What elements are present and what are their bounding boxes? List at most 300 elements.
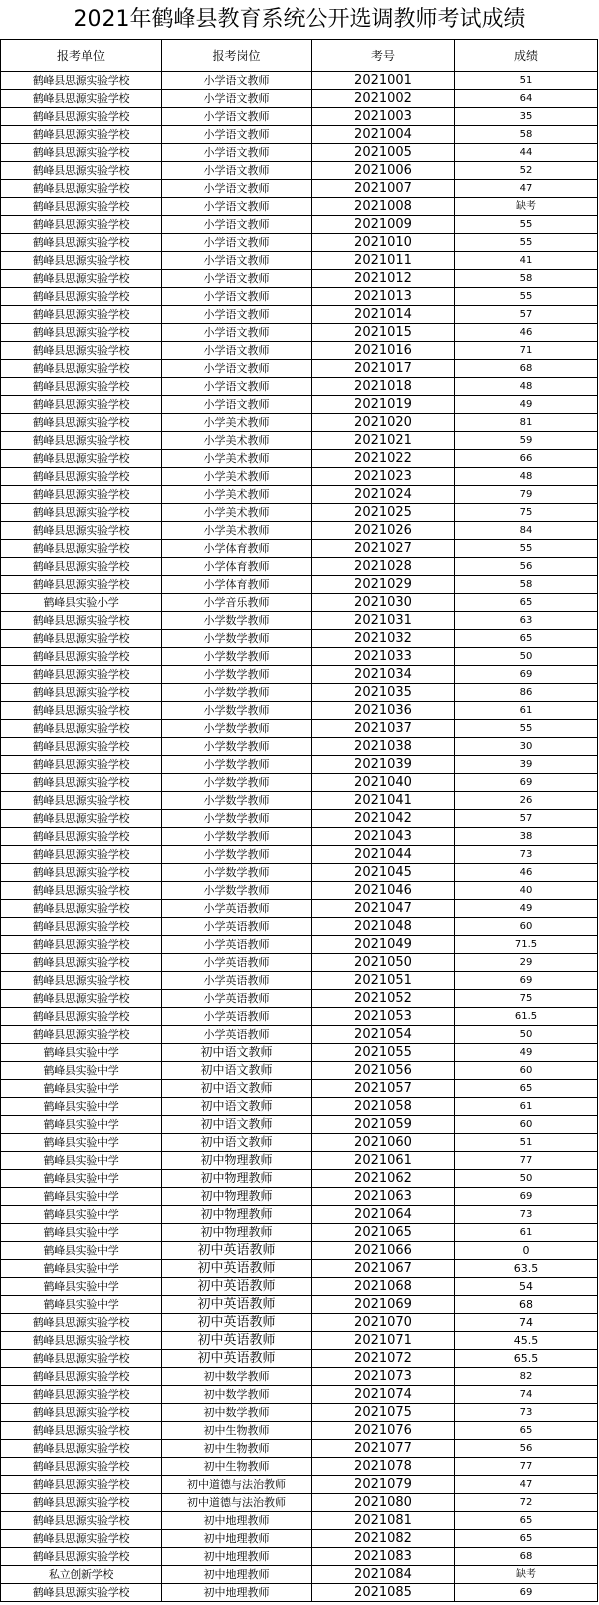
cell-exam-id: 2021082: [312, 1530, 455, 1548]
cell-unit: 鹤峰县实验中学: [1, 1170, 162, 1188]
table-row: [1, 486, 598, 504]
cell-exam-id: 2021022: [312, 450, 455, 468]
cell-exam-id: 2021024: [312, 486, 455, 504]
cell-exam-id: 2021062: [312, 1170, 455, 1188]
table-row: [1, 1008, 598, 1026]
table-row: [1, 1296, 598, 1314]
cell-score: 55: [455, 720, 598, 738]
cell-unit: 鹤峰县思源实验学校: [1, 378, 162, 396]
cell-score: 46: [455, 324, 598, 342]
cell-position: 小学语文教师: [162, 378, 312, 396]
cell-exam-id: 2021035: [312, 684, 455, 702]
cell-score: 58: [455, 576, 598, 594]
cell-exam-id: 2021013: [312, 288, 455, 306]
cell-unit: 鹤峰县思源实验学校: [1, 1548, 162, 1566]
table-row: [1, 972, 598, 990]
cell-position: 小学语文教师: [162, 396, 312, 414]
table-row: [1, 1422, 598, 1440]
cell-exam-id: 2021061: [312, 1152, 455, 1170]
header-position: 报考岗位: [162, 40, 312, 72]
cell-position: 初中英语教师: [162, 1260, 312, 1278]
table-row: [1, 1368, 598, 1386]
cell-score: 55: [455, 234, 598, 252]
table-row: [1, 738, 598, 756]
table-row: [1, 1458, 598, 1476]
cell-unit: 鹤峰县思源实验学校: [1, 1368, 162, 1386]
cell-exam-id: 2021050: [312, 954, 455, 972]
cell-score: 30: [455, 738, 598, 756]
cell-score: 65: [455, 1080, 598, 1098]
cell-score: 55: [455, 288, 598, 306]
cell-position: 小学体育教师: [162, 540, 312, 558]
cell-unit: 鹤峰县思源实验学校: [1, 216, 162, 234]
cell-unit: 鹤峰县思源实验学校: [1, 576, 162, 594]
table-row: [1, 522, 598, 540]
cell-position: 初中地理教师: [162, 1512, 312, 1530]
cell-position: 初中地理教师: [162, 1548, 312, 1566]
cell-score: 56: [455, 1440, 598, 1458]
cell-unit: 鹤峰县思源实验学校: [1, 972, 162, 990]
cell-unit: 鹤峰县实验中学: [1, 1188, 162, 1206]
table-row: [1, 306, 598, 324]
cell-unit: 鹤峰县思源实验学校: [1, 828, 162, 846]
cell-exam-id: 2021040: [312, 774, 455, 792]
cell-score: 47: [455, 1476, 598, 1494]
cell-position: 初中地理教师: [162, 1584, 312, 1602]
cell-position: 小学数学教师: [162, 792, 312, 810]
cell-unit: 鹤峰县实验中学: [1, 1296, 162, 1314]
cell-unit: 鹤峰县思源实验学校: [1, 792, 162, 810]
cell-score: 68: [455, 1296, 598, 1314]
cell-exam-id: 2021070: [312, 1314, 455, 1332]
cell-score: 40: [455, 882, 598, 900]
cell-exam-id: 2021053: [312, 1008, 455, 1026]
cell-exam-id: 2021080: [312, 1494, 455, 1512]
table-row: [1, 900, 598, 918]
cell-unit: 鹤峰县思源实验学校: [1, 864, 162, 882]
cell-score: 35: [455, 108, 598, 126]
cell-unit: 鹤峰县思源实验学校: [1, 414, 162, 432]
cell-exam-id: 2021036: [312, 702, 455, 720]
cell-exam-id: 2021039: [312, 756, 455, 774]
cell-score: 48: [455, 468, 598, 486]
table-row: [1, 1152, 598, 1170]
cell-exam-id: 2021047: [312, 900, 455, 918]
cell-exam-id: 2021003: [312, 108, 455, 126]
cell-position: 小学语文教师: [162, 270, 312, 288]
cell-score: 63: [455, 612, 598, 630]
table-row: [1, 1512, 598, 1530]
cell-unit: 鹤峰县思源实验学校: [1, 1584, 162, 1602]
cell-exam-id: 2021067: [312, 1260, 455, 1278]
cell-position: 初中物理教师: [162, 1188, 312, 1206]
cell-score: 69: [455, 972, 598, 990]
cell-position: 初中数学教师: [162, 1386, 312, 1404]
cell-exam-id: 2021048: [312, 918, 455, 936]
table-row: [1, 1188, 598, 1206]
cell-unit: 鹤峰县思源实验学校: [1, 810, 162, 828]
cell-unit: 鹤峰县思源实验学校: [1, 432, 162, 450]
cell-exam-id: 2021046: [312, 882, 455, 900]
table-row: [1, 1566, 598, 1584]
cell-unit: 鹤峰县思源实验学校: [1, 72, 162, 90]
cell-unit: 鹤峰县思源实验学校: [1, 1422, 162, 1440]
table-row: [1, 936, 598, 954]
cell-exam-id: 2021075: [312, 1404, 455, 1422]
cell-score: 64: [455, 90, 598, 108]
table-row: [1, 1260, 598, 1278]
cell-unit: 鹤峰县思源实验学校: [1, 252, 162, 270]
table-row: [1, 648, 598, 666]
cell-unit: 鹤峰县思源实验学校: [1, 612, 162, 630]
cell-exam-id: 2021011: [312, 252, 455, 270]
cell-position: 小学数学教师: [162, 828, 312, 846]
cell-score: 49: [455, 900, 598, 918]
cell-unit: 鹤峰县思源实验学校: [1, 450, 162, 468]
cell-exam-id: 2021073: [312, 1368, 455, 1386]
cell-exam-id: 2021004: [312, 126, 455, 144]
cell-unit: 鹤峰县思源实验学校: [1, 90, 162, 108]
cell-exam-id: 2021041: [312, 792, 455, 810]
cell-unit: 鹤峰县思源实验学校: [1, 738, 162, 756]
cell-position: 初中地理教师: [162, 1530, 312, 1548]
cell-score: 61.5: [455, 1008, 598, 1026]
cell-position: 初中英语教师: [162, 1278, 312, 1296]
cell-score: 57: [455, 306, 598, 324]
cell-score: 49: [455, 1044, 598, 1062]
table-row: [1, 1494, 598, 1512]
table-row: [1, 792, 598, 810]
cell-position: 初中语文教师: [162, 1116, 312, 1134]
cell-exam-id: 2021002: [312, 90, 455, 108]
cell-position: 小学美术教师: [162, 468, 312, 486]
cell-score: 65: [455, 1530, 598, 1548]
cell-position: 初中数学教师: [162, 1368, 312, 1386]
table-row: [1, 234, 598, 252]
cell-exam-id: 2021038: [312, 738, 455, 756]
cell-score: 51: [455, 1134, 598, 1152]
cell-position: 小学数学教师: [162, 666, 312, 684]
table-row: [1, 594, 598, 612]
cell-score: 41: [455, 252, 598, 270]
table-row: [1, 1170, 598, 1188]
table-row: [1, 1242, 598, 1260]
cell-exam-id: 2021033: [312, 648, 455, 666]
cell-unit: 鹤峰县思源实验学校: [1, 846, 162, 864]
cell-score: 66: [455, 450, 598, 468]
cell-unit: 鹤峰县实验中学: [1, 1260, 162, 1278]
cell-unit: 鹤峰县思源实验学校: [1, 396, 162, 414]
cell-exam-id: 2021015: [312, 324, 455, 342]
cell-unit: 鹤峰县思源实验学校: [1, 558, 162, 576]
cell-position: 初中英语教师: [162, 1350, 312, 1368]
table-row: [1, 378, 598, 396]
cell-unit: 鹤峰县思源实验学校: [1, 990, 162, 1008]
table-row: [1, 1224, 598, 1242]
cell-score: 56: [455, 558, 598, 576]
cell-exam-id: 2021030: [312, 594, 455, 612]
cell-score: 50: [455, 1026, 598, 1044]
table-row: [1, 990, 598, 1008]
table-row: [1, 468, 598, 486]
cell-position: 小学体育教师: [162, 576, 312, 594]
cell-position: 小学美术教师: [162, 504, 312, 522]
table-row: [1, 1062, 598, 1080]
cell-score: 38: [455, 828, 598, 846]
cell-position: 小学数学教师: [162, 774, 312, 792]
table-row: [1, 90, 598, 108]
cell-score: 52: [455, 162, 598, 180]
cell-score: 26: [455, 792, 598, 810]
cell-score: 59: [455, 432, 598, 450]
cell-position: 小学数学教师: [162, 684, 312, 702]
cell-position: 初中语文教师: [162, 1098, 312, 1116]
cell-position: 初中语文教师: [162, 1134, 312, 1152]
cell-position: 初中物理教师: [162, 1170, 312, 1188]
cell-unit: 鹤峰县思源实验学校: [1, 180, 162, 198]
table-row: [1, 954, 598, 972]
cell-position: 小学数学教师: [162, 810, 312, 828]
cell-exam-id: 2021071: [312, 1332, 455, 1350]
cell-unit: 鹤峰县思源实验学校: [1, 522, 162, 540]
table-row: [1, 1098, 598, 1116]
cell-position: 小学语文教师: [162, 252, 312, 270]
cell-exam-id: 2021019: [312, 396, 455, 414]
cell-exam-id: 2021029: [312, 576, 455, 594]
cell-position: 小学英语教师: [162, 1008, 312, 1026]
cell-unit: 鹤峰县思源实验学校: [1, 306, 162, 324]
table-row: [1, 342, 598, 360]
cell-exam-id: 2021052: [312, 990, 455, 1008]
table-row: [1, 324, 598, 342]
cell-score: 61: [455, 1224, 598, 1242]
cell-position: 小学英语教师: [162, 900, 312, 918]
cell-score: 29: [455, 954, 598, 972]
cell-unit: 鹤峰县思源实验学校: [1, 1476, 162, 1494]
cell-exam-id: 2021037: [312, 720, 455, 738]
cell-position: 小学数学教师: [162, 648, 312, 666]
table-row: [1, 1386, 598, 1404]
table-row: [1, 1134, 598, 1152]
cell-score: 57: [455, 810, 598, 828]
cell-exam-id: 2021027: [312, 540, 455, 558]
table-row: [1, 702, 598, 720]
cell-score: 86: [455, 684, 598, 702]
cell-unit: 鹤峰县思源实验学校: [1, 234, 162, 252]
cell-exam-id: 2021051: [312, 972, 455, 990]
cell-score: 68: [455, 360, 598, 378]
cell-position: 小学语文教师: [162, 360, 312, 378]
cell-position: 小学语文教师: [162, 144, 312, 162]
table-row: [1, 720, 598, 738]
cell-position: 初中物理教师: [162, 1206, 312, 1224]
cell-unit: 鹤峰县思源实验学校: [1, 468, 162, 486]
cell-position: 初中生物教师: [162, 1440, 312, 1458]
cell-score: 74: [455, 1386, 598, 1404]
cell-unit: 鹤峰县思源实验学校: [1, 486, 162, 504]
cell-unit: 鹤峰县实验中学: [1, 1242, 162, 1260]
cell-unit: 鹤峰县思源实验学校: [1, 504, 162, 522]
cell-position: 小学语文教师: [162, 180, 312, 198]
cell-exam-id: 2021058: [312, 1098, 455, 1116]
cell-exam-id: 2021016: [312, 342, 455, 360]
cell-exam-id: 2021072: [312, 1350, 455, 1368]
cell-position: 小学语文教师: [162, 216, 312, 234]
table-row: [1, 630, 598, 648]
cell-unit: 鹤峰县思源实验学校: [1, 162, 162, 180]
cell-exam-id: 2021057: [312, 1080, 455, 1098]
table-row: [1, 288, 598, 306]
cell-exam-id: 2021001: [312, 72, 455, 90]
cell-exam-id: 2021049: [312, 936, 455, 954]
table-row: [1, 450, 598, 468]
cell-score: 71.5: [455, 936, 598, 954]
cell-score: 49: [455, 396, 598, 414]
table-row: [1, 612, 598, 630]
cell-unit: 鹤峰县思源实验学校: [1, 900, 162, 918]
cell-unit: 鹤峰县思源实验学校: [1, 954, 162, 972]
cell-score: 65: [455, 1422, 598, 1440]
table-row: [1, 252, 598, 270]
table-row: [1, 1314, 598, 1332]
cell-score: 65: [455, 594, 598, 612]
cell-exam-id: 2021026: [312, 522, 455, 540]
cell-unit: 鹤峰县实验中学: [1, 1134, 162, 1152]
table-row: [1, 828, 598, 846]
cell-exam-id: 2021076: [312, 1422, 455, 1440]
table-row: [1, 558, 598, 576]
cell-exam-id: 2021078: [312, 1458, 455, 1476]
cell-exam-id: 2021074: [312, 1386, 455, 1404]
cell-score: 69: [455, 1188, 598, 1206]
cell-unit: 鹤峰县思源实验学校: [1, 1512, 162, 1530]
table-row: [1, 432, 598, 450]
cell-unit: 鹤峰县思源实验学校: [1, 540, 162, 558]
cell-score: 77: [455, 1152, 598, 1170]
cell-unit: 鹤峰县实验中学: [1, 1062, 162, 1080]
cell-position: 小学语文教师: [162, 288, 312, 306]
score-table: [0, 39, 598, 1602]
cell-exam-id: 2021017: [312, 360, 455, 378]
cell-position: 小学语文教师: [162, 72, 312, 90]
table-row: [1, 1206, 598, 1224]
table-row: [1, 1548, 598, 1566]
cell-position: 小学英语教师: [162, 954, 312, 972]
cell-exam-id: 2021056: [312, 1062, 455, 1080]
table-row: [1, 1404, 598, 1422]
cell-unit: 鹤峰县思源实验学校: [1, 1530, 162, 1548]
cell-unit: 鹤峰县思源实验学校: [1, 1386, 162, 1404]
cell-exam-id: 2021060: [312, 1134, 455, 1152]
cell-position: 小学英语教师: [162, 936, 312, 954]
cell-unit: 鹤峰县思源实验学校: [1, 666, 162, 684]
cell-exam-id: 2021077: [312, 1440, 455, 1458]
cell-unit: 鹤峰县思源实验学校: [1, 1026, 162, 1044]
table-row: [1, 666, 598, 684]
cell-position: 小学数学教师: [162, 756, 312, 774]
cell-exam-id: 2021066: [312, 1242, 455, 1260]
cell-score: 47: [455, 180, 598, 198]
cell-score: 79: [455, 486, 598, 504]
cell-position: 小学英语教师: [162, 972, 312, 990]
cell-score: 65.5: [455, 1350, 598, 1368]
cell-position: 小学语文教师: [162, 108, 312, 126]
cell-unit: 鹤峰县思源实验学校: [1, 936, 162, 954]
cell-score: 54: [455, 1278, 598, 1296]
cell-position: 小学数学教师: [162, 702, 312, 720]
cell-position: 初中英语教师: [162, 1242, 312, 1260]
cell-exam-id: 2021084: [312, 1566, 455, 1584]
table-row: [1, 126, 598, 144]
cell-position: 小学数学教师: [162, 864, 312, 882]
table-row: [1, 864, 598, 882]
cell-position: 初中英语教师: [162, 1314, 312, 1332]
cell-exam-id: 2021063: [312, 1188, 455, 1206]
header-score: 成绩: [455, 40, 598, 72]
cell-unit: 鹤峰县思源实验学校: [1, 756, 162, 774]
cell-exam-id: 2021081: [312, 1512, 455, 1530]
cell-exam-id: 2021065: [312, 1224, 455, 1242]
cell-position: 小学语文教师: [162, 198, 312, 216]
cell-score: 84: [455, 522, 598, 540]
cell-exam-id: 2021014: [312, 306, 455, 324]
cell-unit: 鹤峰县思源实验学校: [1, 630, 162, 648]
cell-unit: 鹤峰县思源实验学校: [1, 648, 162, 666]
table-row: [1, 504, 598, 522]
cell-exam-id: 2021032: [312, 630, 455, 648]
header-row: [1, 40, 598, 72]
cell-exam-id: 2021054: [312, 1026, 455, 1044]
table-row: [1, 882, 598, 900]
cell-exam-id: 2021021: [312, 432, 455, 450]
table-row: [1, 1278, 598, 1296]
cell-exam-id: 2021043: [312, 828, 455, 846]
cell-score: 69: [455, 666, 598, 684]
cell-exam-id: 2021012: [312, 270, 455, 288]
cell-exam-id: 2021044: [312, 846, 455, 864]
table-row: [1, 918, 598, 936]
cell-position: 小学美术教师: [162, 522, 312, 540]
cell-score: 73: [455, 1404, 598, 1422]
cell-exam-id: 2021045: [312, 864, 455, 882]
cell-unit: 鹤峰县思源实验学校: [1, 108, 162, 126]
cell-score: 44: [455, 144, 598, 162]
table-row: [1, 846, 598, 864]
cell-unit: 鹤峰县实验中学: [1, 1080, 162, 1098]
table-row: [1, 360, 598, 378]
table-row: [1, 180, 598, 198]
table-row: [1, 576, 598, 594]
cell-exam-id: 2021064: [312, 1206, 455, 1224]
cell-score: 75: [455, 504, 598, 522]
table-row: [1, 216, 598, 234]
table-row: [1, 756, 598, 774]
cell-exam-id: 2021023: [312, 468, 455, 486]
cell-position: 初中英语教师: [162, 1332, 312, 1350]
cell-unit: 鹤峰县思源实验学校: [1, 918, 162, 936]
cell-exam-id: 2021010: [312, 234, 455, 252]
table-row: [1, 144, 598, 162]
header-unit: 报考单位: [1, 40, 162, 72]
cell-score: 65: [455, 630, 598, 648]
cell-unit: 鹤峰县思源实验学校: [1, 774, 162, 792]
cell-exam-id: 2021042: [312, 810, 455, 828]
cell-exam-id: 2021055: [312, 1044, 455, 1062]
cell-exam-id: 2021008: [312, 198, 455, 216]
table-row: [1, 414, 598, 432]
cell-exam-id: 2021028: [312, 558, 455, 576]
table-row: [1, 1026, 598, 1044]
